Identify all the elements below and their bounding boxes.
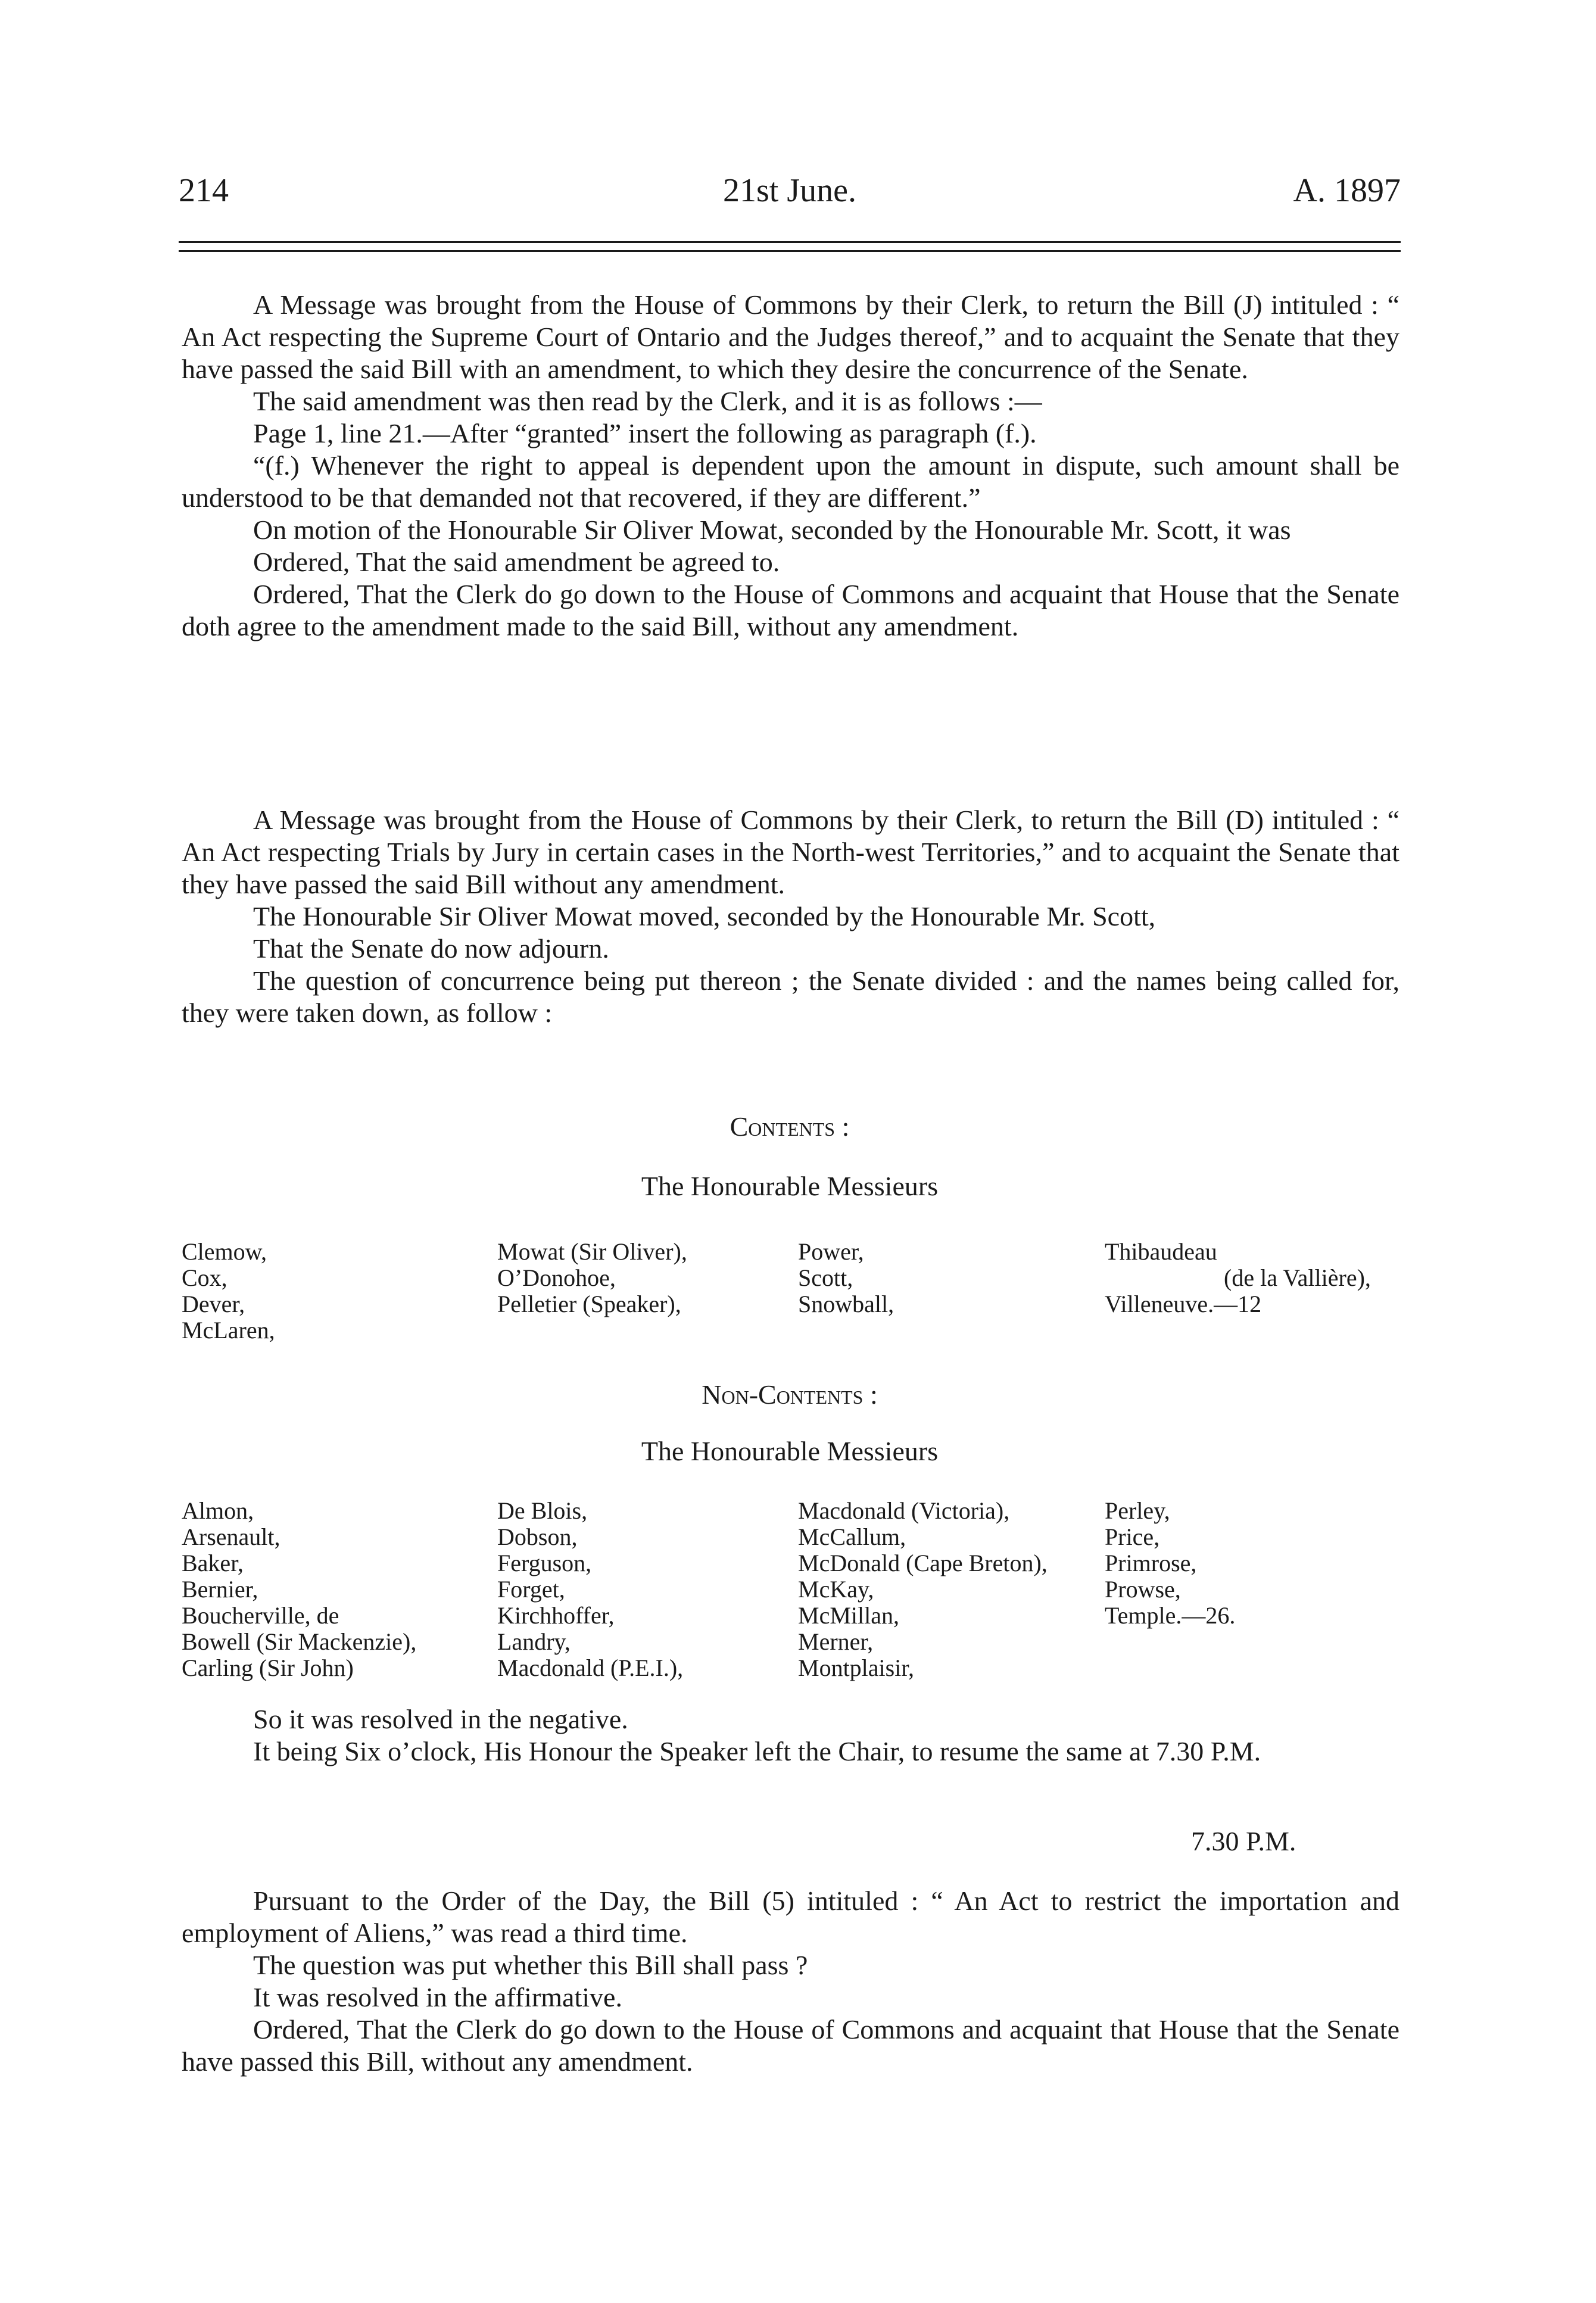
name-entry: Villeneuve.—12 bbox=[1105, 1291, 1262, 1317]
name-entry: O’Donohoe, bbox=[497, 1264, 616, 1291]
paragraph: The said amendment was then read by the Clerk, and it is as follows :— bbox=[253, 386, 1042, 416]
non-contents-column-2 bbox=[497, 1498, 683, 1681]
name-entry: Forget, bbox=[497, 1576, 565, 1603]
name-entry: Pelletier (Speaker), bbox=[497, 1291, 681, 1317]
name-entry: Baker, bbox=[182, 1550, 244, 1576]
third-reading-section bbox=[182, 1885, 1399, 2078]
paragraph: A Message was brought from the House of Commons by their Clerk, to return the Bill (D) intituled : “ An Act respecting Trials by Jury in certain cases in the North-west Territories,” and to acquaint the Senate that they have passed the said Bill without any amendment. bbox=[182, 805, 1399, 899]
name-entry: Thibaudeau bbox=[1105, 1238, 1217, 1265]
name-entry: Boucherville, de bbox=[182, 1602, 339, 1629]
name-entry: Price, bbox=[1105, 1523, 1160, 1550]
name-entry: McCallum, bbox=[798, 1523, 906, 1550]
name-entry: Dever, bbox=[182, 1291, 245, 1317]
paragraph: Page 1, line 21.—After “granted” insert the following as paragraph (f.). bbox=[253, 418, 1037, 448]
name-entry: McDonald (Cape Breton), bbox=[798, 1550, 1048, 1576]
name-entry: (de la Vallière), bbox=[1224, 1264, 1371, 1291]
paragraph: The question of concurrence being put thereon ; the Senate divided : and the names being called for, they were taken down, as follow : bbox=[182, 965, 1399, 1028]
paragraph: A Message was brought from the House of Commons by their Clerk, to return the Bill (J) intituled : “ An Act respecting the Supreme Court of Ontario and the Judges thereof,” and to acquaint the Senate that they have passed the said Bill with an amendment, to which they desire the concurrence of the Senate. bbox=[182, 289, 1399, 384]
name-entry: Arsenault, bbox=[182, 1523, 280, 1550]
paragraph: The Honourable Sir Oliver Mowat moved, seconded by the Honourable Mr. Scott, bbox=[253, 901, 1156, 931]
name-entry: Mowat (Sir Oliver), bbox=[497, 1238, 687, 1265]
contents-heading: Contents : bbox=[730, 1111, 850, 1142]
paragraph: So it was resolved in the negative. bbox=[253, 1704, 628, 1734]
message-section-bill-j bbox=[182, 289, 1399, 643]
name-entry: Kirchhoffer, bbox=[497, 1602, 615, 1629]
name-entry: Bowell (Sir Mackenzie), bbox=[182, 1628, 417, 1655]
message-section-bill-d bbox=[182, 804, 1399, 1029]
name-entry: Cox, bbox=[182, 1264, 227, 1291]
name-entry: Perley, bbox=[1105, 1497, 1170, 1524]
name-entry: Temple.—26. bbox=[1105, 1602, 1236, 1629]
contents-column-2 bbox=[497, 1239, 687, 1317]
name-entry: Dobson, bbox=[497, 1523, 578, 1550]
name-entry: Scott, bbox=[798, 1264, 853, 1291]
name-entry: McMillan, bbox=[798, 1602, 899, 1629]
paragraph: “(f.) Whenever the right to appeal is dependent upon the amount in dispute, such amount shall be understood to be that demanded not that recovered, if they are different.” bbox=[182, 450, 1399, 513]
name-entry: Almon, bbox=[182, 1497, 254, 1524]
header-rule-top bbox=[179, 241, 1401, 243]
result-section bbox=[182, 1703, 1399, 1768]
non-contents-heading: Non-Contents : bbox=[702, 1379, 878, 1410]
contents-column-3 bbox=[798, 1239, 894, 1317]
time-resumed: 7.30 P.M. bbox=[1191, 1826, 1296, 1856]
paragraph: Ordered, That the Clerk do go down to the House of Commons and acquaint that House that the Senate have passed this Bill, without any amendment. bbox=[182, 2014, 1399, 2077]
paragraph: The question was put whether this Bill shall pass ? bbox=[253, 1950, 808, 1980]
non-contents-column-3 bbox=[798, 1498, 1048, 1681]
paragraph: It being Six o’clock, His Honour the Speaker left the Chair, to resume the same at 7.30 P.M. bbox=[253, 1736, 1261, 1766]
name-entry: De Blois, bbox=[497, 1497, 588, 1524]
name-entry: Snowball, bbox=[798, 1291, 894, 1317]
name-entry: Prowse, bbox=[1105, 1576, 1181, 1603]
page-date: 21st June. bbox=[723, 172, 856, 209]
name-entry: Montplaisir, bbox=[798, 1654, 915, 1681]
name-entry: Bernier, bbox=[182, 1576, 258, 1603]
paragraph: Ordered, That the said amendment be agreed to. bbox=[253, 547, 780, 577]
paragraph: On motion of the Honourable Sir Oliver Mowat, seconded by the Honourable Mr. Scott, it was bbox=[253, 515, 1291, 545]
contents-subheading: The Honourable Messieurs bbox=[641, 1171, 939, 1201]
name-entry: Macdonald (P.E.I.), bbox=[497, 1654, 684, 1681]
name-entry: Macdonald (Victoria), bbox=[798, 1497, 1010, 1524]
name-entry: Power, bbox=[798, 1238, 864, 1265]
name-entry: Landry, bbox=[497, 1628, 571, 1655]
contents-column-1 bbox=[182, 1239, 275, 1344]
name-entry: McKay, bbox=[798, 1576, 874, 1603]
paragraph: It was resolved in the affirmative. bbox=[253, 1982, 622, 2012]
page-number: 214 bbox=[179, 172, 229, 209]
name-entry: Clemow, bbox=[182, 1238, 267, 1265]
contents-column-4 bbox=[1105, 1239, 1371, 1317]
non-contents-column-1 bbox=[182, 1498, 416, 1681]
non-contents-column-4 bbox=[1105, 1498, 1235, 1629]
name-entry: Carling (Sir John) bbox=[182, 1654, 354, 1681]
name-entry: Ferguson, bbox=[497, 1550, 592, 1576]
non-contents-names bbox=[182, 1497, 1404, 1681]
non-contents-subheading: The Honourable Messieurs bbox=[641, 1436, 939, 1466]
header-rule-bottom bbox=[179, 250, 1401, 252]
paragraph: That the Senate do now adjourn. bbox=[253, 933, 609, 964]
name-entry: Merner, bbox=[798, 1628, 874, 1655]
name-entry: Primrose, bbox=[1105, 1550, 1197, 1576]
paragraph: Pursuant to the Order of the Day, the Bill (5) intituled : “ An Act to restrict the importation and employment of Aliens,” was read a third time. bbox=[182, 1886, 1399, 1948]
name-entry: McLaren, bbox=[182, 1317, 275, 1344]
page-year: A. 1897 bbox=[1293, 172, 1401, 209]
page-header bbox=[179, 170, 1401, 211]
paragraph: Ordered, That the Clerk do go down to the House of Commons and acquaint that House that the Senate doth agree to the amendment made to the said Bill, without any amendment. bbox=[182, 579, 1399, 641]
